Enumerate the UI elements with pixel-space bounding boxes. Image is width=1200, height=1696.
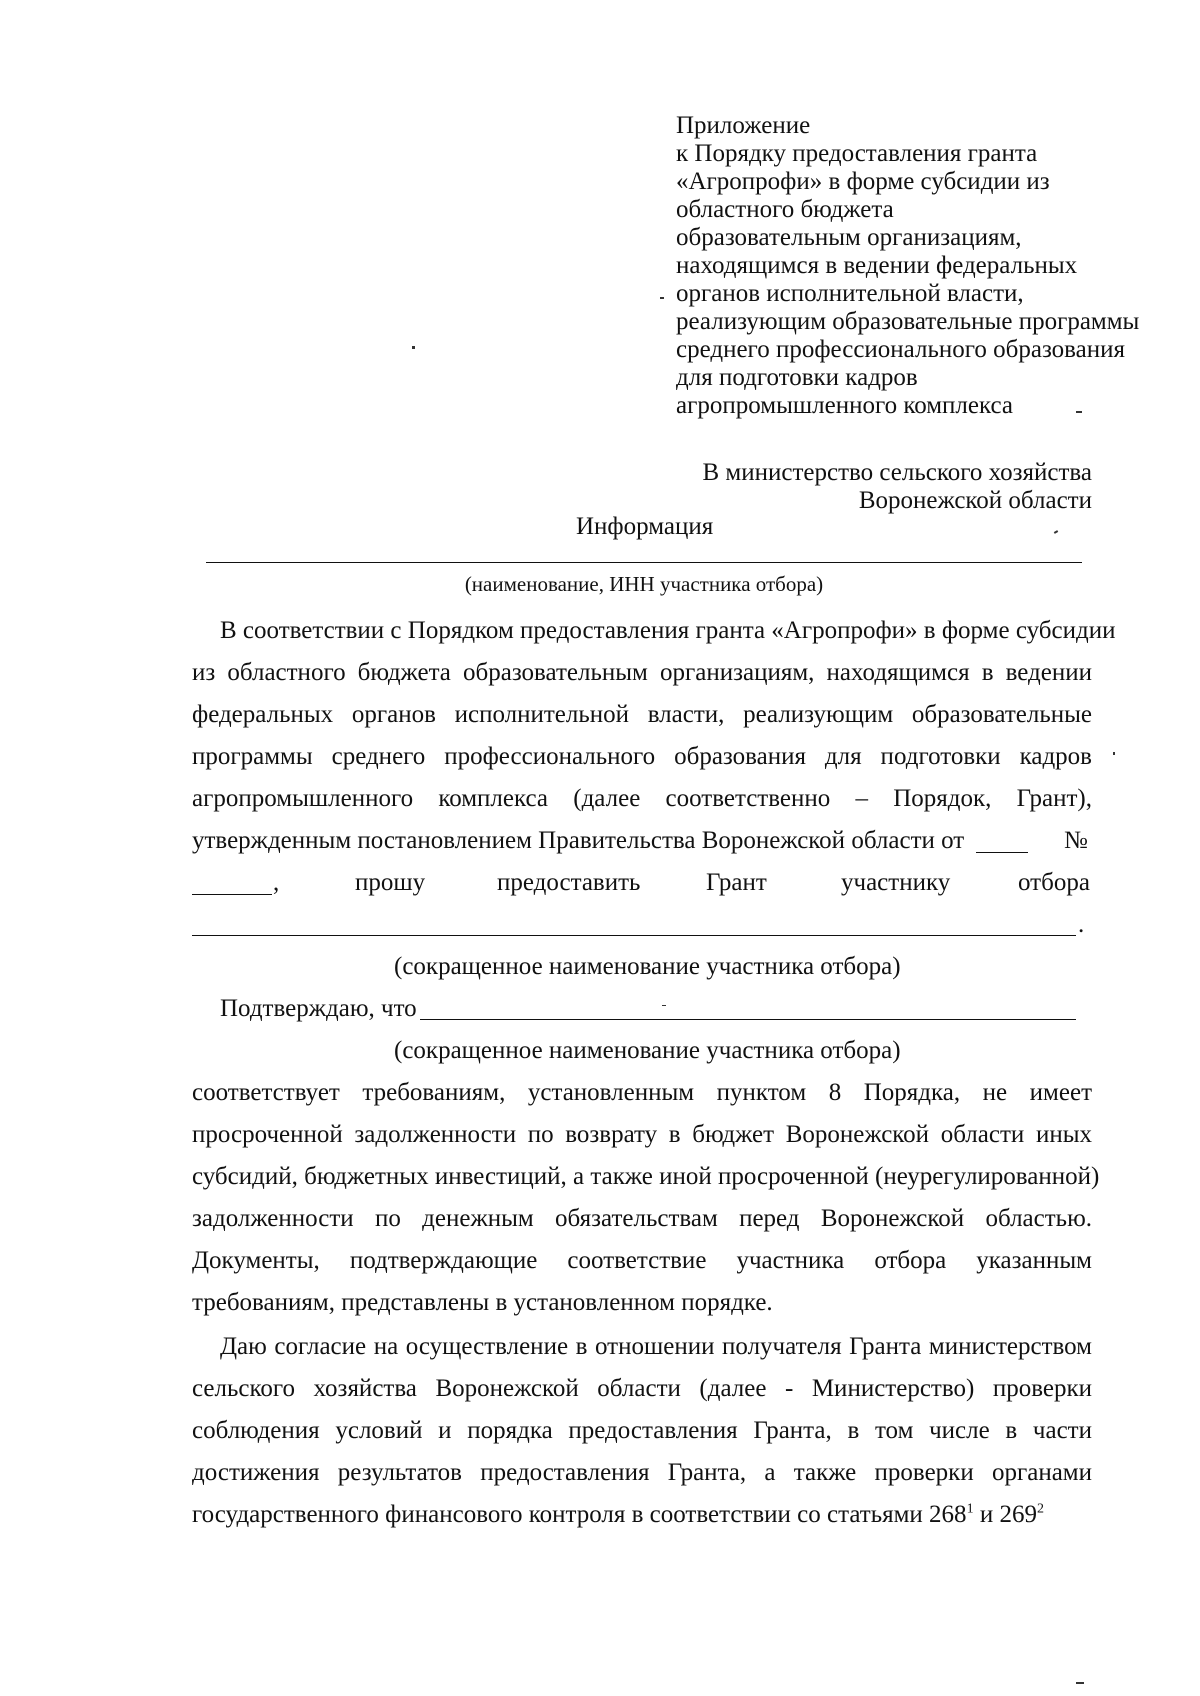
addressee-line: В министерство сельского хозяйства — [702, 459, 1092, 486]
paragraph2-line: соответствует требованиям, установленным пунктом 8 Порядка, не имеет — [192, 1079, 1092, 1106]
scan-speck — [1076, 411, 1082, 413]
paragraph2-line: просроченной задолженности по возврату в бюджет Воронежской области иных — [192, 1121, 1092, 1148]
appendix-line: находящимся в ведении федеральных — [676, 252, 1078, 279]
paragraph1-line: программы среднего профессионального образования для подготовки кадров — [192, 743, 1092, 770]
paragraph3-last-text: государственного финансового контроля в соответствии со статьями 268 — [192, 1501, 967, 1528]
appendix-line: для подготовки кадров — [676, 364, 918, 391]
addressee-line: Воронежской области — [858, 487, 1092, 514]
appendix-line: среднего профессионального образования — [676, 336, 1126, 363]
paragraph1-line: из областного бюджета образовательным организациям, находящимся в ведении — [192, 659, 1092, 686]
paragraph3-line: соблюдения условий и порядка предоставления Гранта, в том числе в части — [192, 1417, 1092, 1444]
paragraph3-last-line — [192, 1502, 1044, 1527]
paragraph2-last-line: требованиям, представлены в установленном порядке. — [192, 1289, 773, 1316]
caption-short-name-2: (сокращенное наименование участника отбора) — [394, 1037, 901, 1064]
request-word: участнику — [841, 869, 951, 896]
number-sign: № — [1064, 827, 1088, 854]
scan-speck — [660, 297, 664, 299]
paragraph1-line: агропромышленного комплекса (далее соответственно – Порядок, Грант), — [192, 785, 1092, 812]
document-heading: Информация — [576, 513, 714, 540]
paragraph2-line: субсидий, бюджетных инвестиций, а также иной просроченной (неурегулированной) — [192, 1163, 1100, 1190]
caption-name-inn: (наименование, ИНН участника отбора) — [464, 572, 824, 596]
comma: , — [273, 869, 280, 896]
request-word: Грант — [706, 869, 767, 896]
paragraph3-line: сельского хозяйства Воронежской области (далее - Министерство) проверки — [192, 1375, 1092, 1402]
resolution-number-blank — [192, 894, 272, 895]
appendix-line: агропромышленного комплекса — [676, 392, 1014, 419]
appendix-line: к Порядку предоставления гранта — [676, 140, 1038, 167]
scan-speck — [662, 1005, 666, 1006]
scan-speck — [1054, 530, 1058, 534]
request-word: отбора — [1018, 869, 1090, 896]
paragraph3-line: Даю согласие на осуществление в отношении получателя Гранта министерством — [220, 1333, 1092, 1360]
confirm-prefix: Подтверждаю, что — [220, 995, 417, 1022]
appendix-line: органов исполнительной власти, — [676, 280, 1024, 307]
paragraph3-conj: и 269 — [973, 1501, 1037, 1528]
period: . — [1078, 911, 1085, 938]
scan-speck — [412, 346, 415, 349]
paragraph1-line: федеральных органов исполнительной власти, реализующим образовательные — [192, 701, 1092, 728]
paragraph1-line: В соответствии с Порядком предоставления гранта «Агропрофи» в форме субсидии — [220, 617, 1116, 644]
appendix-line: Приложение — [676, 112, 811, 139]
resolution-date-blank — [976, 852, 1028, 853]
scan-speck — [1113, 752, 1115, 755]
participant-name-blank — [206, 562, 1082, 563]
paragraph2-line: Документы, подтверждающие соответствие участника отбора указанным — [192, 1247, 1092, 1274]
request-word: прошу — [355, 869, 426, 896]
short-name-blank-1 — [192, 935, 1076, 936]
appendix-line: областного бюджета — [676, 196, 894, 223]
paragraph1-line-approved: утвержденным постановлением Правительства Воронежской области от — [192, 827, 965, 854]
appendix-line: реализующим образовательные программы — [676, 308, 1140, 335]
superscript-2: 2 — [1036, 1501, 1044, 1517]
request-word: предоставить — [497, 869, 641, 896]
appendix-line: образовательным организациям, — [676, 224, 1022, 251]
caption-short-name-1: (сокращенное наименование участника отбора) — [394, 953, 901, 980]
scan-speck — [1076, 1682, 1084, 1684]
superscript-1: 1 — [966, 1501, 974, 1517]
paragraph3-line: достижения результатов предоставления Гранта, а также проверки органами — [192, 1459, 1092, 1486]
short-name-blank-2 — [420, 1019, 1076, 1020]
paragraph2-line: задолженности по денежным обязательствам перед Воронежской областью. — [192, 1205, 1092, 1232]
appendix-line: «Агропрофи» в форме субсидии из — [676, 168, 1050, 195]
